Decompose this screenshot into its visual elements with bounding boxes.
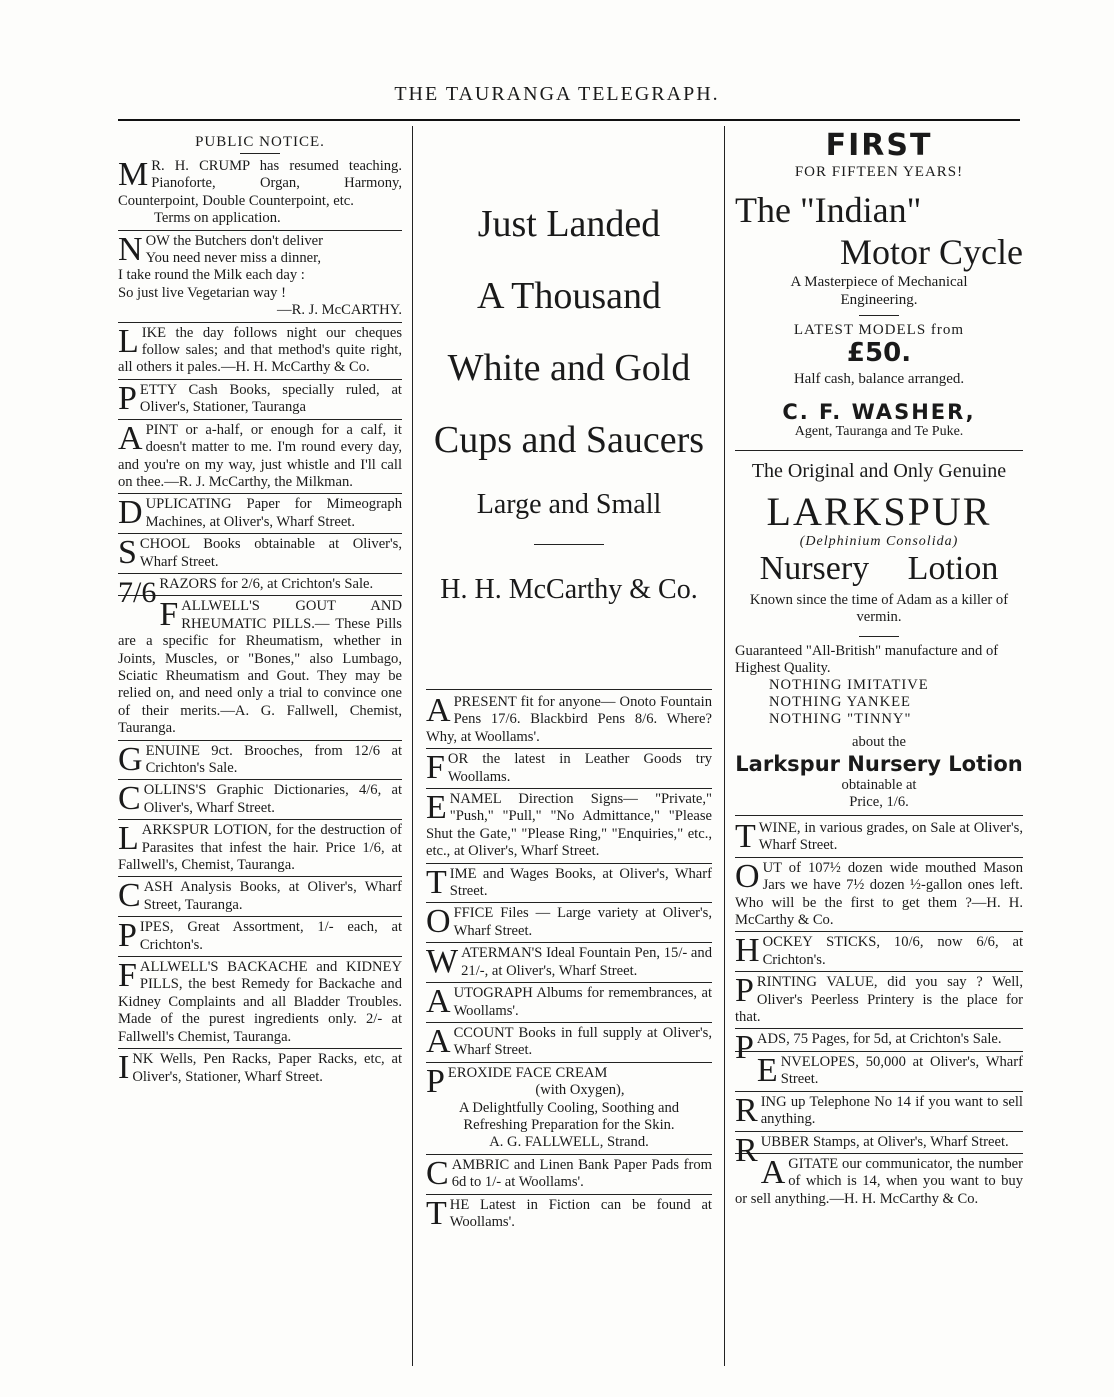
larkspur-price: Price, 1/6. [849, 794, 909, 810]
public-notice-heading: PUBLIC NOTICE. [195, 134, 325, 150]
short-rule [859, 636, 899, 637]
ad-pads: PADS, 75 Pages, for 5d, at Crichton's Sale. [735, 1029, 1023, 1051]
ad-peroxide: PEROXIDE FACE CREAM (with Oxygen), A Delightfully Cooling, Soothing and Refreshing Preparation for the Skin. A. G. FALLWELL, Strand. [426, 1063, 712, 1155]
larkspur-title: LARKSPUR [766, 489, 992, 534]
ad-petty: PETTY Cash Books, specially ruled, at Oliver's, Stationer, Tauranga [118, 380, 402, 420]
header-rule [118, 119, 1020, 121]
ad-crump: M R. H. CRUMP has resumed teaching. Pianoforte, Organ, Harmony, Counterpoint, Double Counterpoint, etc. Terms on application. [118, 158, 402, 231]
larkspur-nursery: Nursery Lotion [759, 550, 999, 587]
indian-motor-cycle: Motor Cycle [840, 232, 1023, 272]
ad-office-files: OFFICE Files — Large variety at Oliver's, Wharf Street. [426, 903, 712, 943]
masthead: THE TAURANGA TELEGRAPH. [394, 83, 720, 105]
ad-butchers: NOW the Butchers don't deliver You need never miss a dinner, I take round the Milk each day : So just live Vegetarian way ! —R. J. McCARTHY. [118, 231, 402, 323]
column-rule-1 [412, 126, 413, 1366]
ad-gout-pills: FALLWELL'S GOUT AND RHEUMATIC PILLS.— These Pills are a specific for Rheumatism, whether in Joints, Muscles, or "Bones," also Lumbago, Sciatic Rheumatism and Gout. They may be relied on, and need only a trial to convince one of their merits.—A. G. Fallwell, Chemist, Tauranga. [118, 596, 402, 740]
ad-collins: COLLINS'S Graphic Dictionaries, 4/6, at Oliver's, Wharf Street. [118, 780, 402, 820]
larkspur-obtainable: obtainable at [841, 777, 917, 793]
ad-cash-books: CASH Analysis Books, at Oliver's, Wharf Street, Tauranga. [118, 877, 402, 917]
ad-cambric: CAMBRIC and Linen Bank Paper Pads from 6d to 1/- at Woollams'. [426, 1155, 712, 1195]
ad-leather: FOR the latest in Leather Goods try Woollams. [426, 749, 712, 789]
section-rule [735, 450, 1023, 451]
ad-present: APRESENT fit for anyone— Onoto Fountain Pens 17/6. Blackbird Pens 8/6. Where? Why, at Woollams'. [426, 694, 712, 749]
indian-first: FIRST [825, 128, 933, 163]
larkspur-about: about the [852, 734, 906, 750]
larkspur-nothing-3: NOTHING "TINNY" [769, 711, 912, 727]
ad-enamel: ENAMEL Direction Signs— "Private," "Push," "Pull," "No Admittance," "Please Shut the Gate," "Please Ring," "Enquiries," etc., etc., at Oliver's, Wharf Street. [426, 789, 712, 864]
indian-masterpiece: A Masterpiece of Mechanical Engineering. [790, 274, 968, 308]
ad-brooches: GENUINE 9ct. Brooches, from 12/6 at Crichton's Sale. [118, 741, 402, 781]
larkspur-lotion-bold: Larkspur Nursery Lotion [735, 752, 1023, 776]
larkspur-known: Known since the time of Adam as a killer of vermin. [749, 592, 1009, 625]
ad-time-books: TIME and Wages Books, at Oliver's, Wharf Street. [426, 864, 712, 904]
ad-fiction: THE Latest in Fiction can be found at Woollams'. [426, 1194, 712, 1232]
short-rule [240, 153, 280, 154]
ad-like: LIKE the day follows night our cheques follow sales; and that method's quite right, all others it pales.—H. H. McCarthy & Co. [118, 323, 402, 380]
ad-autograph: AUTOGRAPH Albums for remembrances, at Woollams'. [426, 983, 712, 1023]
ad-ring: RING up Telephone No 14 if you want to sell anything. [735, 1092, 1023, 1132]
larkspur-nothing-1: NOTHING IMITATIVE [769, 677, 929, 693]
ad-razors: 7/6 RAZORS for 2/6, at Crichton's Sale. [118, 574, 402, 596]
headline-large-small: Large and Small [476, 489, 662, 520]
larkspur-original: The Original and Only Genuine [751, 460, 1007, 482]
column-rule-2 [724, 126, 725, 1366]
larkspur-nothing-2: NOTHING YANKEE [769, 694, 911, 710]
firm-name: H. H. McCarthy & Co. [440, 574, 698, 605]
ad-duplicating: DUPLICATING Paper for Mimeograph Machines, at Oliver's, Wharf Street. [118, 494, 402, 534]
indian-half-cash: Half cash, balance arranged. [793, 371, 965, 387]
column-1 [118, 126, 402, 1088]
ad-pint: APINT or a-half, or enough for a calf, it doesn't matter to me. I'm round every day, and you're on my way, just whistle and I'll call on thee.—R. J. McCarthy, the Milkman. [118, 420, 402, 495]
ad-agitate: AGITATE our communicator, the number of which is 14, when you want to buy or sell anything.—H. H. McCarthy & Co. [735, 1153, 1023, 1207]
short-rule [859, 315, 899, 316]
ad-school: SCHOOL Books obtainable at Oliver's, Wharf Street. [118, 534, 402, 574]
ad-printing: PRINTING VALUE, did you say ? Well, Oliver's Peerless Printery is the place for that. [735, 972, 1023, 1029]
column-3 [735, 126, 1023, 1210]
indian-title: The "Indian" [735, 190, 922, 230]
indian-agent: Agent, Tauranga and Te Puke. [794, 424, 964, 439]
section-rule [426, 689, 712, 690]
larkspur-latin: (Delphinium Consolida) [799, 534, 959, 549]
ad-rubber-stamps: RUBBER Stamps, at Oliver's, Wharf Street. [735, 1132, 1023, 1154]
ad-backache: FALLWELL'S BACKACHE and KIDNEY PILLS, the best Remedy for Backache and Kidney Complaints and all Bladder Troubles. Made of the purest ingredients only. 2/- at Fallwell's Chemist, Tauranga. [118, 957, 402, 1049]
ad-waterman: WATERMAN'S Ideal Fountain Pen, 15/- and 21/-, at Oliver's, Wharf Street. [426, 943, 712, 983]
ad-twine: TWINE, in various grades, on Sale at Oliver's, Wharf Street. [735, 820, 1023, 858]
ad-larkspur-lotion: LARKSPUR LOTION, for the destruction of Parasites that infest the hair. Price 1/6, at Fallwell's, Chemist, Tauranga. [118, 820, 402, 877]
larkspur-guaranteed: Guaranteed "All-British" manufacture and of Highest Quality. [735, 643, 999, 676]
headline-cups-saucers: Cups and Saucers [433, 419, 705, 461]
indian-price: £50. [846, 338, 912, 368]
ad-account-books: ACCOUNT Books in full supply at Oliver's, Wharf Street. [426, 1023, 712, 1063]
indian-washer: C. F. WASHER, [782, 400, 976, 424]
ad-envelopes: ENVELOPES, 50,000 at Oliver's, Wharf Street. [735, 1052, 1023, 1092]
indian-latest-models: LATEST MODELS from [793, 322, 965, 338]
ad-ink: INK Wells, Pen Racks, Paper Racks, etc, at Oliver's, Stationer, Wharf Street. [118, 1049, 402, 1087]
indian-fifteen-years: FOR FIFTEEN YEARS! [794, 164, 964, 180]
headline-a-thousand: A Thousand [476, 275, 662, 317]
ad-mason-jars: OUT of 107½ dozen wide mouthed Mason Jars we have 7½ dozen ½-gallon ones left. Who will be the first to get them ?—H. H. McCarthy & Co. [735, 858, 1023, 933]
headline-white-gold: White and Gold [447, 347, 691, 389]
ad-pipes: PIPES, Great Assortment, 1/- each, at Crichton's. [118, 917, 402, 957]
section-rule [735, 815, 1023, 816]
column-2 [426, 126, 712, 1233]
ad-hockey: HOCKEY STICKS, 10/6, now 6/6, at Crichton's. [735, 932, 1023, 972]
headline-just-landed: Just Landed [477, 203, 661, 245]
